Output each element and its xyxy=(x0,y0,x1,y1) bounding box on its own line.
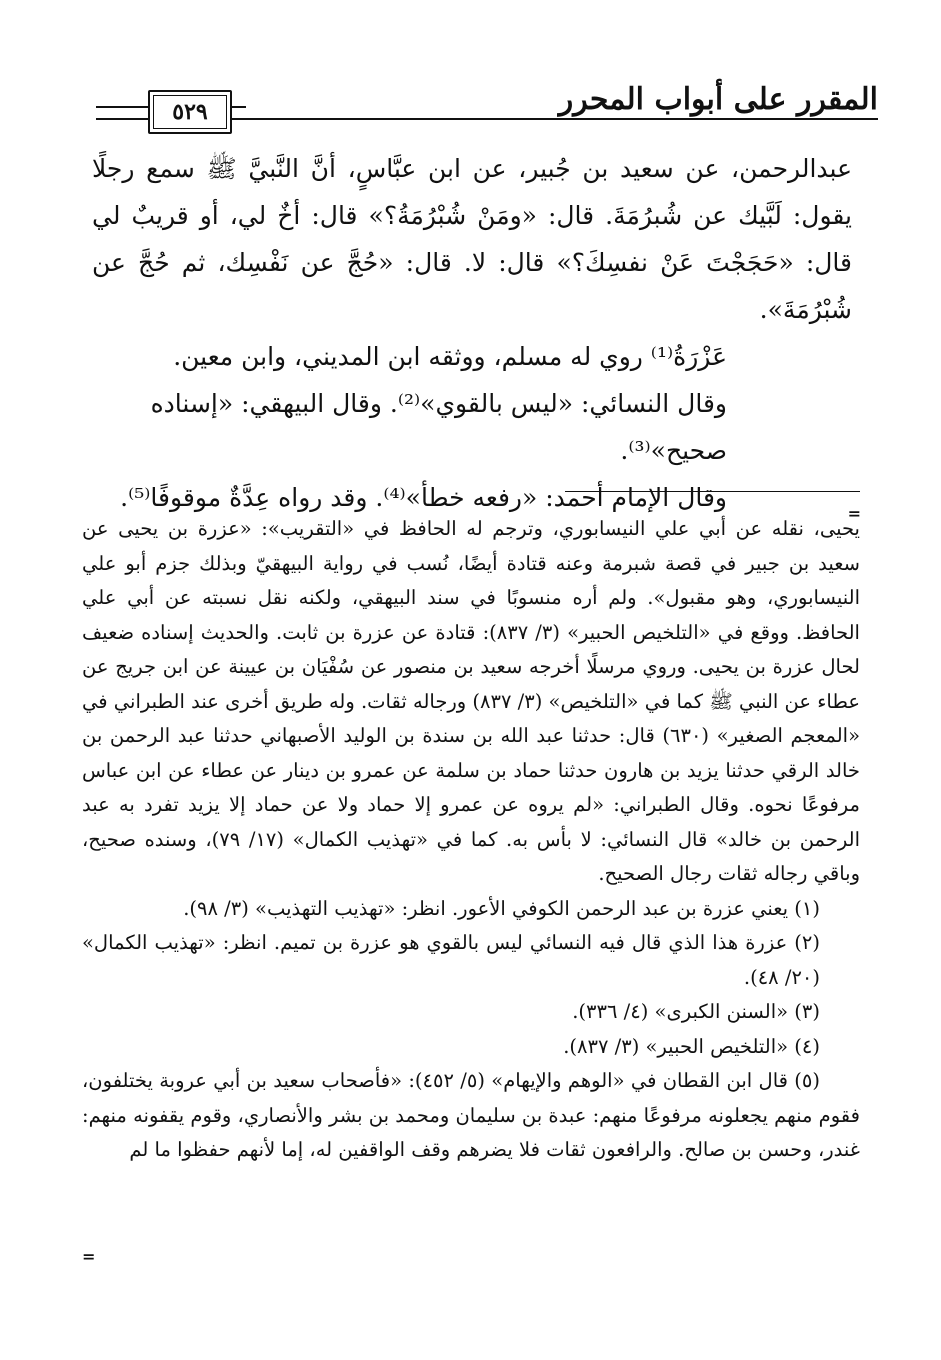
footnote-1: (١) يعني عزرة بن عبد الرحمن الكوفي الأعور. انظر: «تهذيب التهذيب» (٣/ ٩٨). xyxy=(183,896,820,920)
page-number-text: ٥٢٩ xyxy=(172,99,208,125)
narrator-note-3: وقال الإمام أحمد: «رفعه خطأ»⁽⁴⁾. وقد رواه عِدَّةٌ موقوفًا⁽⁵⁾. xyxy=(120,483,727,512)
footnotes xyxy=(82,512,860,1168)
footnote-5: (٥) قال ابن القطان في «الوهم والإيهام» (٥/ ٤٥٢): «فأصحاب سعيد بن أبي عروبة يختلفون، فقوم منهم يجعلونه مرفوعًا منهم: عبدة بن سليمان ومحمد بن بشر والأنصاري، وقوم يقفونه منهم: غندر، وحسن بن صالح. والرافعون ثقات فلا يضرهم وقف الواقفين له، إما لأنهم حفظوا ما لم xyxy=(82,1069,860,1161)
main-text xyxy=(92,145,852,521)
book-title: المقرر على أبواب المحرر xyxy=(558,82,878,117)
continuation-mark-bottom: = xyxy=(82,1247,96,1266)
page-number xyxy=(148,90,232,134)
footnote-4: (٤) «التلخيص الحبير» (٣/ ٨٣٧). xyxy=(563,1034,820,1058)
footnote-continuation: يحيى، نقله عن أبي علي النيسابوري، وترجم له الحافظ في «التقريب»: «عزرة بن يحيى عن سعيد بن جبير في قصة شبرمة وعنه قتادة أيضًا، نُسب في رواية البيهقيّ وبذلك جزم أبو علي النيسابوري، وهو مقبول». ولم أره منسوبًا في سند البيهقي، ولكنه نقل نسبته عن أبي علي الحافظ. ووقع في «التلخيص الحبير» (٣/ ٨٣٧): قتادة عن عزرة بن ثابت. والحديث إسناده ضعيف لحال عزرة بن يحيى. وروي مرسلًا أخرجه سعيد بن منصور عن سُفْيَان بن عيينة عن ابن جريج عن عطاء عن النبي ﷺ كما في «التلخيص» (٣/ ٨٣٧) ورجاله ثقات. وله طريق أخرى عند الطبراني في «المعجم الصغير» (٦٣٠) قال: حدثنا عبد الله بن سندة بن الوليد الأصبهاني حدثنا عبد الرحمن بن خالد الرقي حدثنا يزيد بن هارون حدثنا حماد بن سلمة عن عمرو بن دينار عن عطاء عن ابن عباس مرفوعًا نحوه. وقال الطبراني: «لم يروه عن عمرو إلا حماد ولا عن حماد إلا يزيد تفرد به عبد الرحمن بن خالد» قال النسائي: لا بأس به. كما في «تهذيب الكمال» (١٧/ ٧٩)، وسنده صحيح، وباقي رجاله ثقات رجال الصحيح. xyxy=(82,517,860,885)
continuation-mark-top: = xyxy=(847,504,861,523)
footnote-3: (٣) «السنن الكبرى» (٤/ ٣٣٦). xyxy=(572,1000,820,1023)
running-header xyxy=(96,78,878,130)
hadith-paragraph: عبدالرحمن، عن سعيد بن جُبير، عن ابن عبَّاسٍ، أنَّ النَّبيَّ ﷺ سمع رجلًا يقول: لَبَّيك عن شُبرُمَةَ. قال: «ومَنْ شُبْرُمَةُ؟» قال: أخٌ لي، أو قريبٌ لي قال: «حَجَجْتَ عَنْ نفسِكَ؟» قال: لا. قال: «حُجَّ عن نَفْسِك، ثم حُجَّ عن شُبْرُمَةَ». xyxy=(92,154,852,324)
footnote-separator xyxy=(565,491,860,492)
narrator-note-2: وقال النسائي: «ليس بالقوي»⁽²⁾. وقال البيهقي: «إسناده صحيح»⁽³⁾. xyxy=(150,389,727,465)
footnote-2: (٢) عزرة هذا الذي قال فيه النسائي ليس بالقوي هو عزرة بن تميم. انظر: «تهذيب الكمال» (٢٠/ ٤٨). xyxy=(82,931,820,989)
narrator-note-1: عَزْرَةُ⁽¹⁾ روي له مسلم، ووثقه ابن المديني، وابن معين. xyxy=(173,342,727,371)
